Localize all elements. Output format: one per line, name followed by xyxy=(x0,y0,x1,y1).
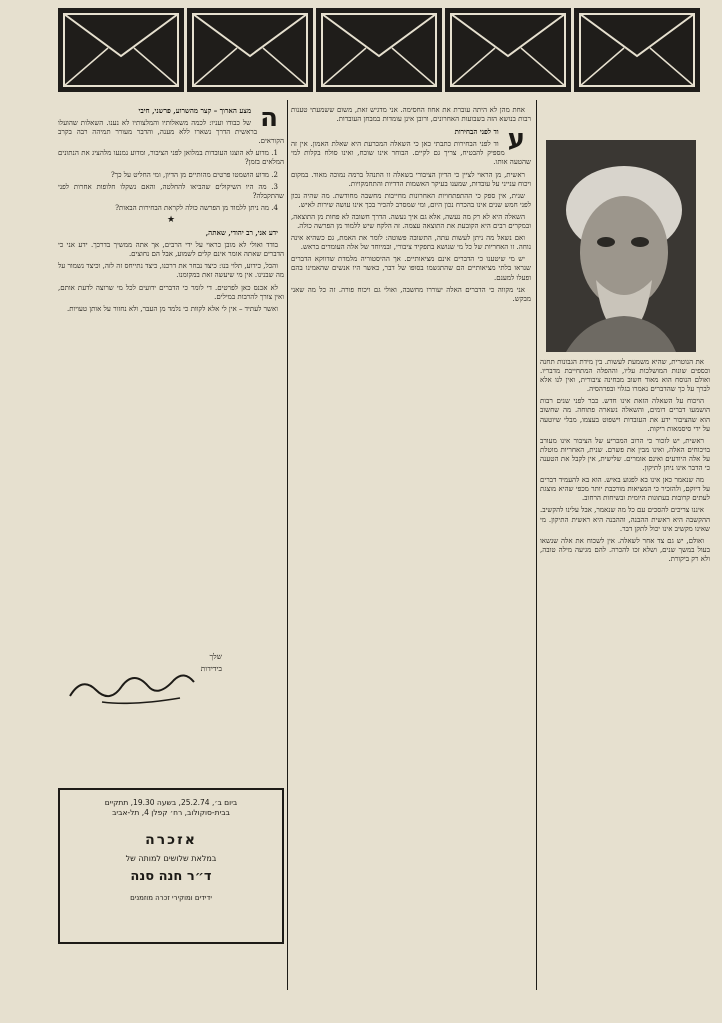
lede-text: מצע הארוך – קצר מהשרוע, פרשני, חיבי xyxy=(138,106,252,115)
paragraph: ואשר לעתיד – אין לי אלא לקוות כי נלמד מן העבר, ולא נחזור על אותן טעויות. xyxy=(67,304,278,313)
envelope-banner xyxy=(58,8,700,92)
drop-cap: ה xyxy=(260,106,278,133)
paragraph: 4. מה ניתן ללמוד מן הפרשה כולה לקראת הבחירות הבאות? xyxy=(115,203,278,212)
paragraph: בודד ואולי לא מובן כראוי על ידי הרבים, אך אתה ממשיך בדרכך. ידע אני כי הדברים שאתה אומר אינם קלים לשמוע, אבל הם נחוצים. xyxy=(58,241,284,259)
envelope-icon xyxy=(187,8,313,92)
closing-text: שלך xyxy=(209,652,222,661)
envelope-icon xyxy=(445,8,571,92)
column-rule xyxy=(536,100,537,990)
right-column xyxy=(540,358,710,983)
memorial-date: ביום ב׳, 25.2.74, בשעה 19.30, תתקיים xyxy=(104,798,238,807)
paragraph: ראשית, מן הראוי לציין כי הדיון הציבורי בשאלה זו התנהל ברמה נמוכה מאוד. במקום ויכוח ענייני על עובדות, שמענו בעיקר האשמות הדדיות והתחמקויות. xyxy=(291,170,531,188)
paragraph: 1. מדוע לא הוצגו העובדות במלואן לפני הציבור, ומדוע נמנעו מלהציג את הנתונים המלאים בזמן? xyxy=(58,149,284,167)
memorial-footer: ידידים ומוקירי זכרה מוזמנים xyxy=(130,894,212,902)
paragraph: של כבודו ועניו: לכמה משאלותיו והמלצותיו לא נענו. השאלות שהועלו בראשית הדרך נשארו ללא מענה, והדבר מעורר תמיהה רבה בקרב הקוראים. xyxy=(58,119,284,146)
paragraph: שנית, אין ספק כי ההתפתחויות האחרונות מחייבות מחשבה מחודשת. מה שהיה נכון לפני חמש שנים אינו בהכרח נכון היום, ומי שמסרב להכיר בכך אינו עושה שירות לאיש. xyxy=(291,191,531,209)
paragraph: השאלה היא לא רק מה נעשה, אלא גם איך נעשה. הדרך חשובה לא פחות מן התוצאה, ובמקרים רבים היא הקובעת את התוצאה עצמה. זה הלקח שיש ללמוד מן הפרשה כולה. xyxy=(291,212,531,231)
paragraph: והכל, כידוע, תלוי בנו: כיצד נבחר את דרכנו, כיצד נתייחס זה לזה, וכיצד נשמור על מה שבנינו. אין מי שיעשה זאת במקומנו. xyxy=(58,262,284,280)
paragraph: הויכוח על השאלה הזאת אינו חדש. כבר לפני שנים רבות הושמעו דברים דומים, והשאלה נשארה פתוחה. מה שחשוב הוא שהציבור ידע את העובדות וישפוט בעצמו, מבלי שיוטעה על ידי סיסמאות ריקות. xyxy=(540,397,710,433)
lede-text: וד לפני הבחירות xyxy=(454,127,499,137)
drop-cap: ע xyxy=(507,124,525,155)
paragraph: ראשית, יש לזכור כי הרוב המכריע של הציבור אינו מעורב בויכוחים האלה, ואינו מבין את פשרם. שנית, האחריות מוטלת על אלה היודעים ואינם אומרים. שלישית, אין לקבל את הטענה כי הדבר אינו ניתן לתיקון. xyxy=(540,436,710,473)
author-portrait xyxy=(546,140,696,352)
paragraph: ואם נשאל מה ניתן לעשות עתה, התשובה פשוטה: לומר את האמת, גם כשהיא אינה נוחה. זו האחריות של כל מי שנושא בתפקיד ציבורי, ובמיוחד של אלה העומדים בראש. xyxy=(291,234,531,252)
envelope-icon xyxy=(58,8,184,92)
paragraph: 2. מדוע הושמטו פרטים מהותיים מן הדיון, ומי החליט על כך? xyxy=(110,170,278,179)
paragraph: לא אכנס כאן לפרטים. די לומר כי הדברים ידועים לכל מי שרוצה לדעת אותם, ואין צורך להרבות במילים. xyxy=(58,283,284,301)
memorial-subtitle: במלאת שלושים למותה של xyxy=(125,854,217,863)
memorial-notice xyxy=(58,788,284,944)
paragraph: מה שנאמר כאן אינו בא לפגוע באיש. הוא בא להעמיד דברים על דיוקם, ולהזכיר כי המציאות מורכבת יותר מכפי שהיא מוצגת לעתים קרובות בעתונות היומית ובשיחות הרחוב. xyxy=(540,476,710,503)
paragraph: וד לפני הבחירות כתבתי כאן כי השאלה המכרעת היא שאלת האמון. אין זה מספיק להבטיח, צריך גם לקיים. הבוחר אינו שוכח, ואינו סולח בקלות למי שהטעה אותו. xyxy=(291,140,531,167)
star-divider: ★ xyxy=(166,214,176,225)
paragraph: יש מי שיטענו כי הדברים אינם מציאותיים. אך ההיסטוריה מלמדת שדווקא הדברים שנראו בלתי מציאותיים הם שהתגשמו בסופו של דבר, כאשר היו אנשים שהאמינו בהם ופעלו למענם. xyxy=(291,255,531,282)
closing-city: בידידות xyxy=(200,664,222,673)
memorial-title: אזכרה xyxy=(145,832,197,848)
memorial-place: בבית-סוקולוב, רח׳ קפלן 4, תל-אביב xyxy=(112,808,230,817)
paragraph: ואולם, יש גם צד אחר לשאלה. אין לשכוח את אלה שנשאו בעול במשך שנים, ושלא זכו להכרה. להם מגיעה מילה טובה, ולא רק ביקורת. xyxy=(540,536,710,563)
handwritten-signature xyxy=(62,656,202,710)
envelope-icon xyxy=(574,8,700,92)
paragraph: איננו צריכים להסכים עם כל מה שנאמר, אבל עלינו להקשיב. ההקשבה היא ראשית ההבנה, וההבנה היא ראשית התיקון. מי שאינו מקשיב אינו יכול לתקן דבר. xyxy=(540,506,710,533)
envelope-icon xyxy=(316,8,442,92)
paragraph: אני מקווה כי הדברים האלה יעוררו מחשבה, ואולי גם ויכוח פורה. זה כל מה שאני מבקש. xyxy=(291,285,531,303)
column-rule xyxy=(287,100,288,990)
middle-column xyxy=(291,106,531,986)
paragraph: אחת מהן לא היתה עוברת את אחוז החסימה. אני מדגיש זאת, משום ששמעתי טענות רבות בנושא הזה בשבועות האחרונים, ורובן אינן עומדות במבחן העובדות. xyxy=(291,106,531,124)
signature-block xyxy=(62,652,222,712)
left-column xyxy=(58,106,284,646)
section-lede xyxy=(58,228,284,238)
lede-text: ידע אני, רב יהודי, שאתה, xyxy=(205,228,278,238)
paragraph: 3. מה היו השיקולים שהביאו להחלטה, והאם נשקלו חלופות אחרות לפני שהתקבלה? xyxy=(58,182,284,200)
memorial-name: ד״ר חנה סנה xyxy=(130,869,212,884)
paragraph: את הנוטרית, שהיא משמעת לעשות. בין מידת הגבונות תחנה וכספים שונות המושלכות עליו, וההפלה המתחייבת מדבריו. ואולם הנוסח הוא מאוד חשוב מבחינה ציבורית, ואין לנו אלא לברך על כך שהדברים נאמרו בגלוי ובפרהסיה. xyxy=(540,358,710,394)
